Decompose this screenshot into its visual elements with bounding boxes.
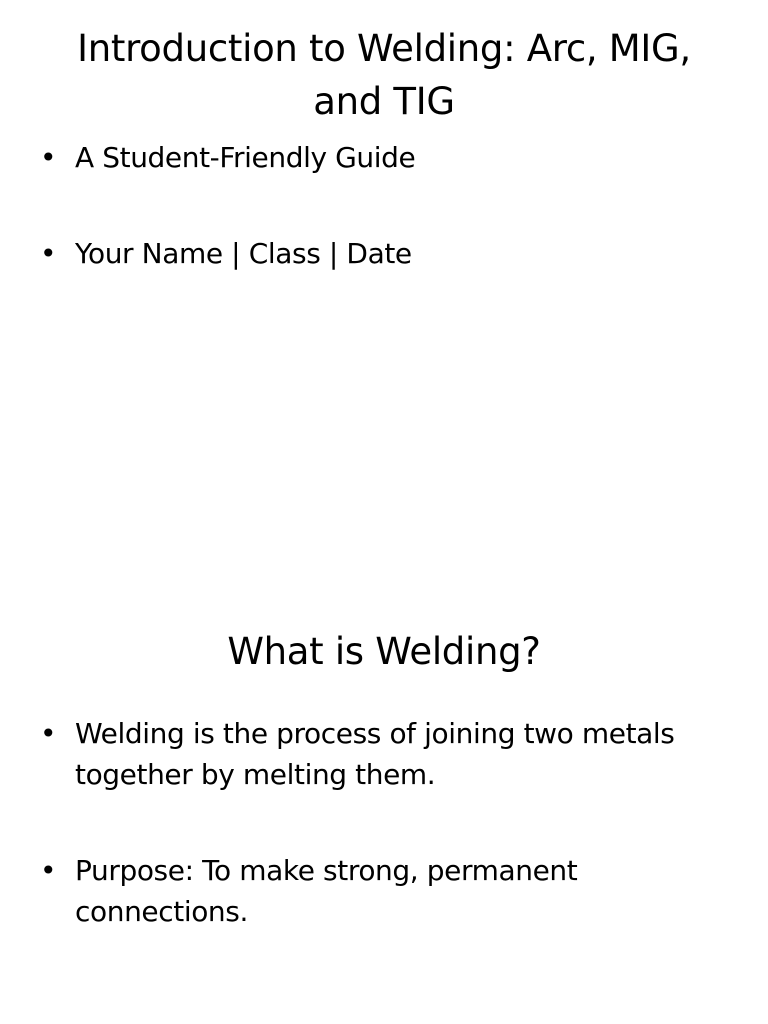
bullet-dot-icon: •	[40, 237, 57, 270]
bullet-item	[40, 713, 740, 795]
slide-2	[0, 512, 768, 1024]
bullet-list	[40, 713, 740, 932]
bullet-text: Your Name | Class | Date	[75, 237, 412, 270]
bullet-list	[40, 137, 740, 274]
bullet-item	[40, 850, 740, 932]
bullet-dot-icon: •	[40, 717, 57, 750]
bullet-text: Purpose: To make strong, permanent connections.	[75, 854, 578, 928]
bullet-text: A Student-Friendly Guide	[75, 141, 416, 174]
slide-title: What is Welding?	[227, 630, 541, 673]
bullet-text: Welding is the process of joining two metals together by melting them.	[75, 717, 675, 791]
slide-title: Introduction to Welding: Arc, MIG, and TIG	[77, 27, 691, 123]
bullet-dot-icon: •	[40, 854, 57, 887]
bullet-dot-icon: •	[40, 141, 57, 174]
bullet-item	[40, 233, 740, 274]
bullet-item	[40, 137, 740, 178]
